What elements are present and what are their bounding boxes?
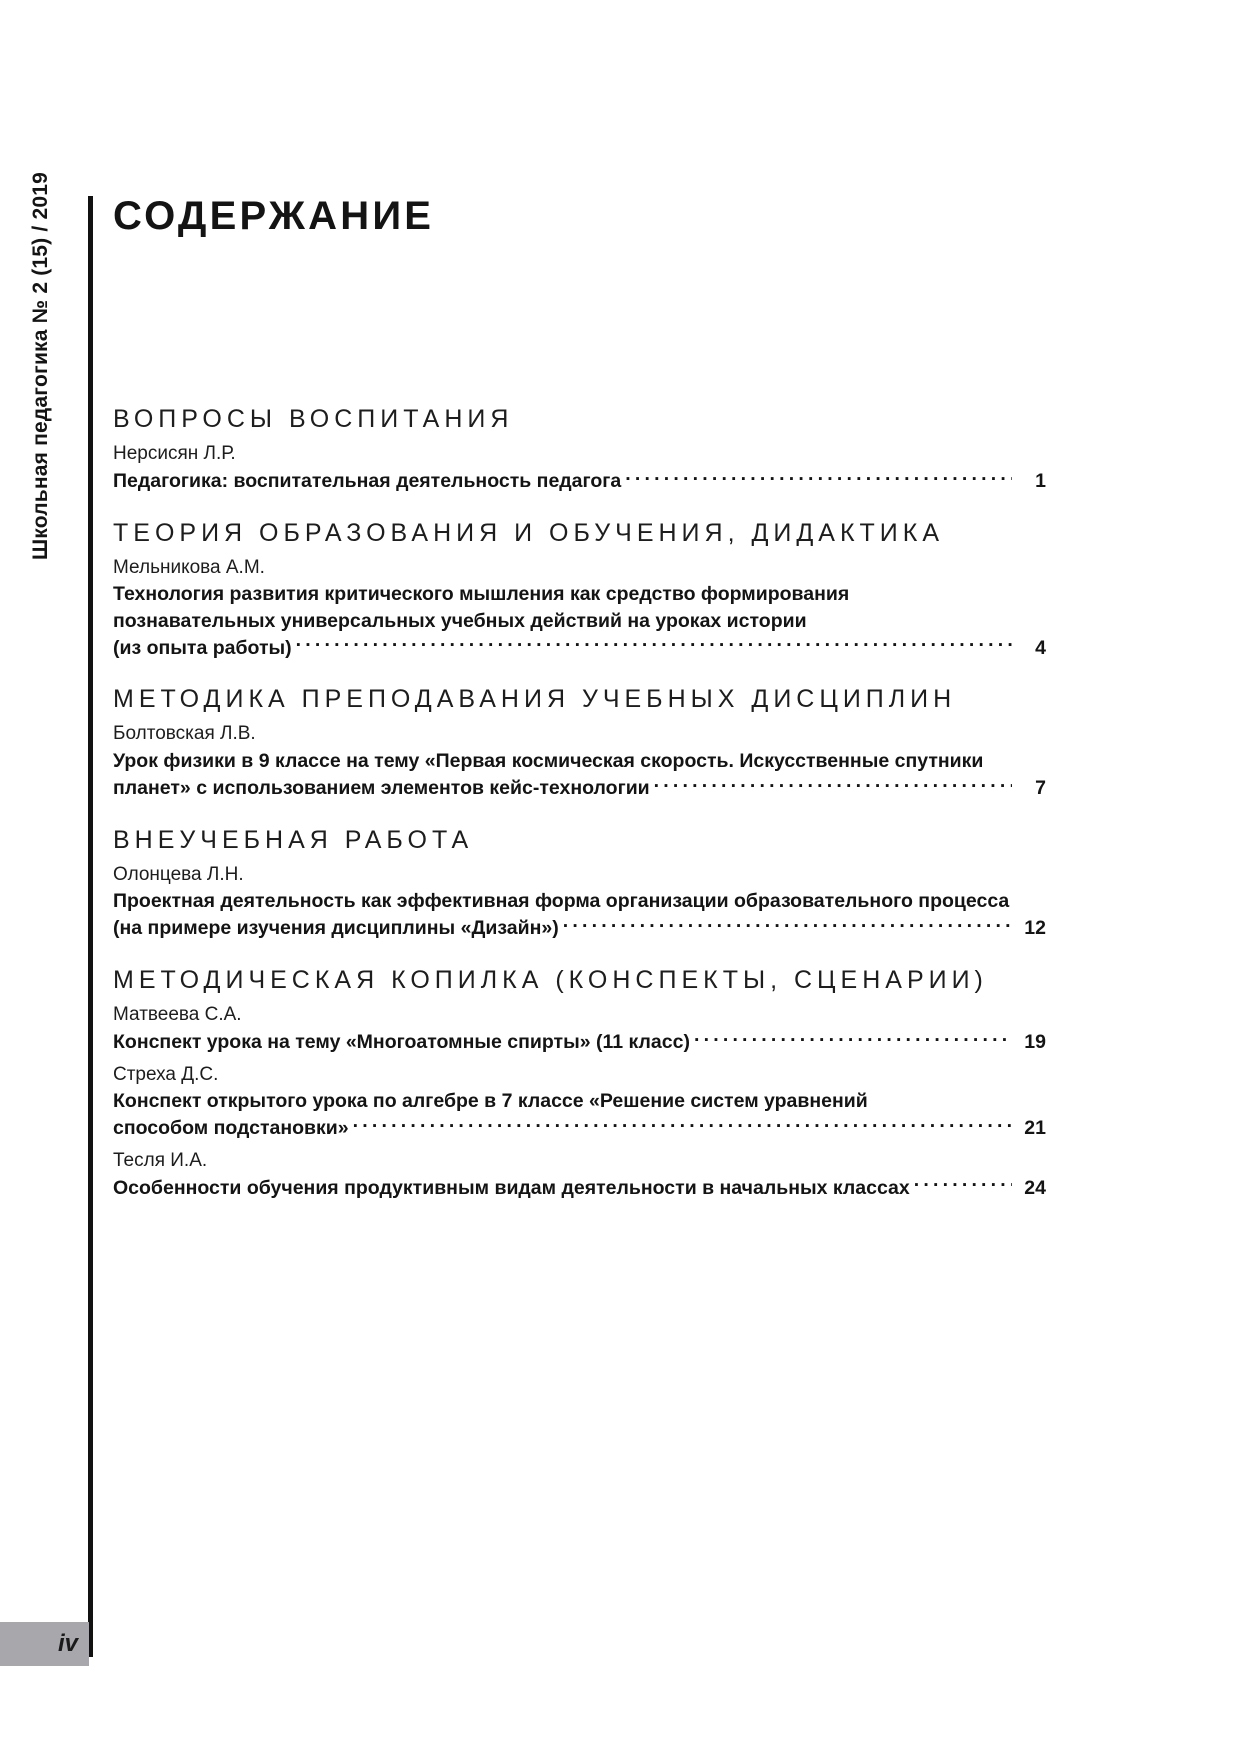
toc-entry-title-line: (на примере изучения дисциплины «Дизайн») xyxy=(113,917,559,940)
toc-entry-title[interactable] xyxy=(113,468,1046,495)
toc-entry-title-line: способом подстановки» xyxy=(113,1117,349,1140)
toc-entry-leader-row xyxy=(113,775,1046,802)
toc-entry-author: Мельникова А.М. xyxy=(113,556,265,578)
toc-entry-title-line: Урок физики в 9 классе на тему «Первая космическая скорость. Искусственные спутники xyxy=(113,750,984,773)
toc-entry-title-line: познавательных универсальных учебных действий на уроках истории xyxy=(113,609,807,632)
toc-entry-title-line: планет» с использованием элементов кейс-технологии xyxy=(113,777,650,800)
toc-entry-leader-row xyxy=(113,915,1046,942)
toc-entry-author: Болтовская Л.В. xyxy=(113,723,256,745)
toc-entry-title-line: Технология развития критического мышления как средство формирования xyxy=(113,583,850,606)
toc-entry[interactable] xyxy=(113,715,1046,801)
toc-entry-page-number[interactable]: 7 xyxy=(1035,777,1046,800)
toc-entry-author: Стреха Д.С. xyxy=(113,1063,219,1085)
toc-entry[interactable] xyxy=(113,435,1046,495)
toc-section-heading: ВНЕУЧЕБНАЯ РАБОТА xyxy=(113,825,474,854)
toc-entry-title[interactable] xyxy=(113,1174,1046,1201)
dot-leader xyxy=(694,1029,1012,1049)
toc-entry-page-number[interactable]: 19 xyxy=(1024,1031,1046,1054)
toc-entry-title-line: Конспект открытого урока по алгебре в 7 классе «Решение систем уравнений xyxy=(113,1090,868,1113)
toc-entry-leader-row xyxy=(113,634,1046,661)
toc-section-heading: ВОПРОСЫ ВОСПИТАНИЯ xyxy=(113,405,514,433)
dot-leader xyxy=(625,468,1012,488)
toc-entry-page-number[interactable]: 4 xyxy=(1035,636,1046,659)
toc-section-heading: МЕТОДИКА ПРЕПОДАВАНИЯ УЧЕБНЫХ ДИСЦИПЛИН xyxy=(113,685,957,714)
left-vertical-rule xyxy=(88,196,93,1657)
toc-entry-author: Олонцева Л.Н. xyxy=(113,863,244,885)
toc-entry-title[interactable] xyxy=(113,748,1046,802)
toc-entry[interactable] xyxy=(113,996,1046,1056)
toc-entry-author: Нерсисян Л.Р. xyxy=(113,443,236,464)
toc-section xyxy=(113,942,1046,1202)
dot-leader xyxy=(353,1115,1012,1135)
toc-entry-page-number[interactable]: 12 xyxy=(1024,917,1046,940)
toc-entry-leader-row xyxy=(113,468,1046,495)
toc-entry-author: Матвеева С.А. xyxy=(113,1003,242,1025)
toc-entry-title[interactable] xyxy=(113,1088,1046,1142)
toc-entry-title-line: Конспект урока на тему «Многоатомные спирты» (11 класс) xyxy=(113,1031,690,1054)
running-head-vertical: Школьная педагогика № 2 (15) / 2019 xyxy=(29,172,52,561)
toc-entry[interactable] xyxy=(113,856,1046,942)
toc-entry-author: Тесля И.А. xyxy=(113,1149,208,1171)
toc-entry-page-number[interactable]: 21 xyxy=(1024,1117,1046,1140)
toc-section xyxy=(113,407,1046,495)
dot-leader xyxy=(563,915,1012,935)
toc-entry-leader-row xyxy=(113,1029,1046,1056)
toc-entry-title-line: Особенности обучения продуктивным видам деятельности в начальных классах xyxy=(113,1176,910,1199)
toc-entry-title-line: Педагогика: воспитательная деятельность педагога xyxy=(113,470,622,493)
toc-section xyxy=(113,661,1046,801)
toc-section-heading: МЕТОДИЧЕСКАЯ КОПИЛКА (КОНСПЕКТЫ, СЦЕНАРИИ) xyxy=(113,965,988,994)
toc-entry[interactable] xyxy=(113,549,1046,662)
dot-leader xyxy=(296,634,1012,654)
toc-entry-title-line: (из опыта работы) xyxy=(113,636,292,659)
toc-entry-title-line: Проектная деятельность как эффективная форма организации образовательного процесса xyxy=(113,890,1010,913)
toc-section-heading: ТЕОРИЯ ОБРАЗОВАНИЯ И ОБУЧЕНИЯ, ДИДАКТИКА xyxy=(113,518,945,547)
toc-entry[interactable] xyxy=(113,1056,1046,1142)
dot-leader xyxy=(914,1174,1012,1194)
toc-entry-leader-row xyxy=(113,1115,1046,1142)
toc-entry-leader-row xyxy=(113,1174,1046,1201)
toc-entry-title[interactable] xyxy=(113,581,1046,661)
toc-entry-title[interactable] xyxy=(113,888,1046,942)
toc-entry-page-number[interactable]: 24 xyxy=(1024,1176,1046,1199)
toc-section xyxy=(113,495,1046,662)
page-title: СОДЕРЖАНИЕ xyxy=(113,194,435,238)
section-list xyxy=(113,407,1046,1202)
toc-entry-title[interactable] xyxy=(113,1029,1046,1056)
toc-section xyxy=(113,802,1046,942)
page-folio-number: iv xyxy=(57,1630,78,1657)
contents-column xyxy=(113,196,1046,1202)
dot-leader xyxy=(654,775,1012,795)
toc-entry[interactable] xyxy=(113,1142,1046,1202)
toc-entry-page-number[interactable]: 1 xyxy=(1035,470,1046,493)
